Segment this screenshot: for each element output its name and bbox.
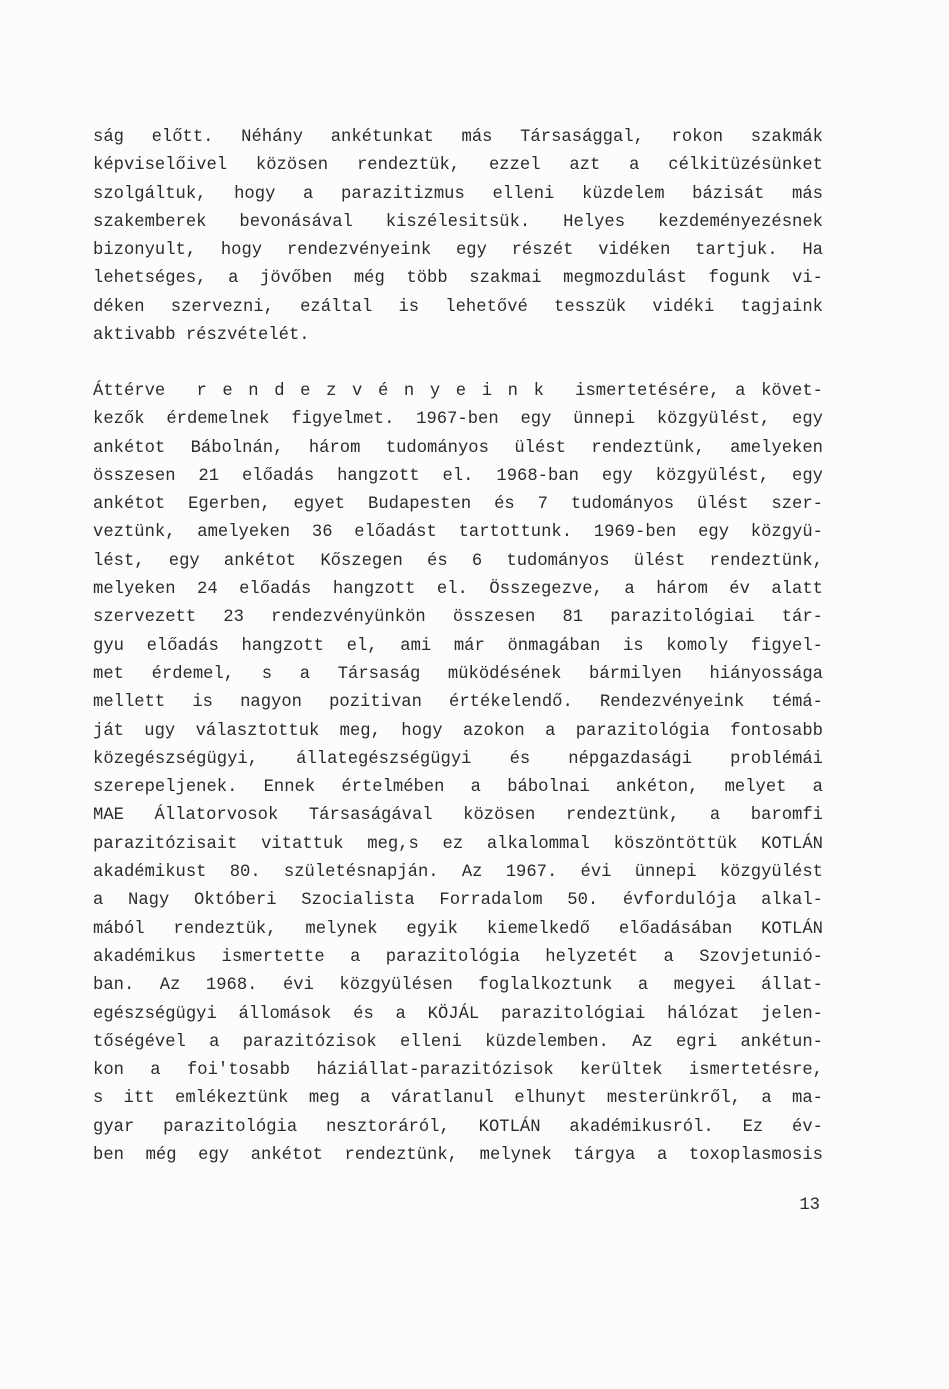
text-line: MAE Állatorvosok Társaságával közösen rendeztünk, a baromfi [93,806,823,826]
text-line: Áttérve r e n d e z v é n y e i n k ismertetésére, a követ- [93,382,823,401]
text-line: s itt emlékeztünk meg a váratlanul elhunyt mesterünkről, a ma- [93,1089,823,1109]
text-line: a Nagy Októberi Szocialista Forradalom 50. évfordulója alkal- [93,891,823,911]
text-line: akadémikus ismertette a parazitológia helyzetét a Szovjetunió- [93,947,823,967]
text-line: szerepeljenek. Ennek értelmében a bábolnai ankéton, melyet a [93,778,823,798]
text-line: aktivabb részvételét. [93,326,310,346]
text-line: egészségügyi állomások és a KÖJÁL parazitológiai hálózat jelen- [93,1004,823,1024]
text-line: ankétot Egerben, egyet Budapesten és 7 tudományos ülést szer- [93,495,823,515]
text-line: szolgáltuk, hogy a parazitizmus elleni küzdelem bázisát más [93,184,823,204]
text-line: lést, egy ankétot Kőszegen és 6 tudományos ülést rendeztünk, [93,551,823,571]
text-line: bizonyult, hogy rendezvényeink egy részét vidéken tartjuk. Ha [93,241,823,261]
text-line: összesen 21 előadás hangzott el. 1968-ban egy közgyülést, egy [93,466,823,486]
text-line: akadémikust 80. születésnapján. Az 1967. évi ünnepi közgyülést [93,863,823,883]
text-line: ban. Az 1968. évi közgyülésen foglalkoztunk a megyei állat- [93,976,823,996]
text-line: kezők érdemelnek figyelmet. 1967-ben egy ünnepi közgyülést, egy [93,410,823,430]
text-line: kon a foi'tosabb háziállat-parazitózisok kerültek ismertetésre, [93,1061,823,1081]
text-line: képviselőivel közösen rendeztük, ezzel azt a célkitüzésünket [93,156,823,176]
text-line: mellett is nagyon pozitivan értékelendő. Rendezvényeink témá- [93,693,823,713]
text-line: gyar parazitológia nesztoráról, KOTLÁN akadémikusról. Ez év- [93,1117,823,1137]
text-line: ját ugy választottuk meg, hogy azokon a parazitológia fontosabb [93,721,823,741]
page-number: 13 [799,1196,820,1215]
paragraph-1 [93,124,823,350]
text-line: közegészségügyi, állategészségügyi és népgazdasági problémái [93,749,823,769]
text-line: ben még egy ankétot rendeztünk, melynek tárgya a toxoplasmosis [93,1146,823,1166]
text-line: mából rendeztük, melynek egyik kiemelkedő előadásában KOTLÁN [93,919,823,939]
text-line: gyu előadás hangzott el, ami már önmagában is komoly figyel- [93,636,823,656]
text-line: ankétot Bábolnán, három tudományos ülést rendeztünk, amelyeken [93,438,823,458]
text-line: parazitózisait vitattuk meg,s ez alkalommal köszöntöttük KOTLÁN [93,834,823,854]
text-line: melyeken 24 előadás hangzott el. Összegezve, a három év alatt [93,580,823,600]
text-line: szervezett 23 rendezvényünkön összesen 81 parazitológiai tár- [93,608,823,628]
text-line: szakemberek bevonásával kiszélesitsük. Helyes kezdeményezésnek [93,212,823,232]
text-line: met érdemel, s a Társaság müködésének bármilyen hiányossága [93,664,823,684]
text-line: ság előtt. Néhány ankétunkat más Társasággal, rokon szakmák [93,128,823,147]
text-line: déken szervezni, ezáltal is lehetővé tesszük vidéki tagjaink [93,297,823,317]
paragraph-2 [93,378,823,1170]
text-line: veztünk, amelyeken 36 előadást tartottunk. 1969-ben egy közgyü- [93,523,823,543]
text-line: tőségével a parazitózisok elleni küzdelemben. Az egri ankétun- [93,1032,823,1052]
text-line: lehetséges, a jövőben még több szakmai megmozdulást fogunk vi- [93,269,823,289]
